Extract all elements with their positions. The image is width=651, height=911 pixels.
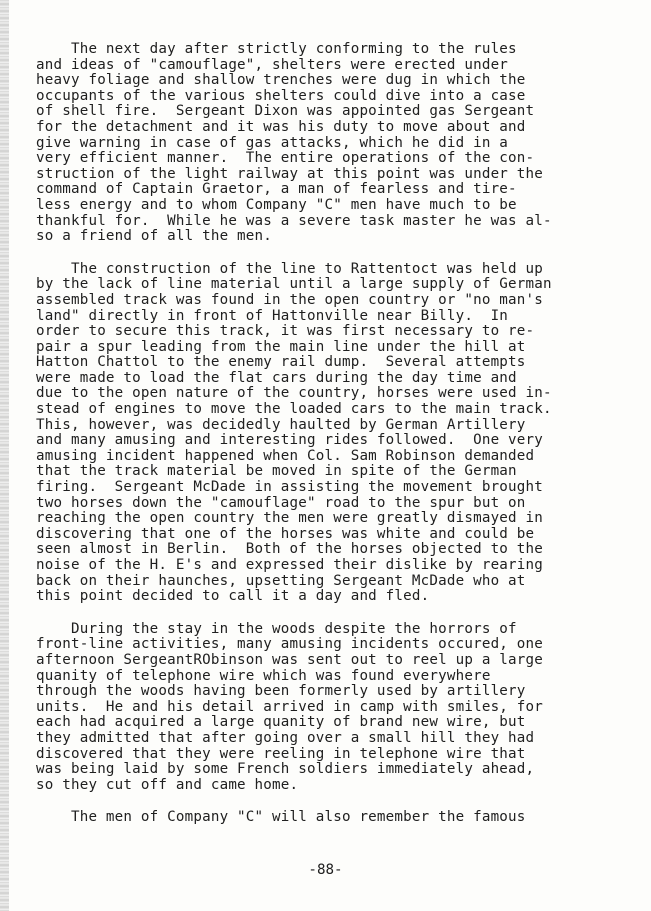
text-line: noise of the H. E's and expressed their dislike by rearing bbox=[36, 557, 544, 573]
text-line: command of Captain Graetor, a man of fearless and tire- bbox=[36, 181, 517, 198]
text-line: discovering that one of the horses was white and could be bbox=[36, 525, 535, 542]
text-line: were made to load the flat cars during the day time and bbox=[36, 369, 517, 386]
text-line: Hatton Chattol to the enemy rail dump. Several attempts bbox=[36, 354, 526, 371]
text-line: two horses down the "camouflage" road to the spur but on bbox=[36, 494, 526, 511]
text-line: so a friend of all the men. bbox=[36, 228, 273, 245]
text-line: quanity of telephone wire which was found everywhere bbox=[36, 667, 491, 684]
text-line: less energy and to whom Company "C" men have much to be bbox=[36, 196, 517, 213]
text-line: that the track material be moved in spite of the German bbox=[36, 463, 517, 480]
paragraph-2 bbox=[36, 262, 620, 605]
text-line: During the stay in the woods despite the horrors of bbox=[36, 620, 517, 637]
text-line: and many amusing and interesting rides followed. One very bbox=[36, 432, 544, 449]
paragraph-3 bbox=[36, 622, 620, 794]
text-line: land" directly in front of Hattonville near Billy. In bbox=[36, 307, 509, 324]
text-line: assembled track was found in the open country or "no man's bbox=[36, 291, 544, 308]
text-line: heavy foliage and shallow trenches were dug in which the bbox=[36, 72, 526, 89]
paragraph-1 bbox=[36, 42, 620, 245]
text-line: through the woods having been formerly used by artillery bbox=[36, 683, 526, 700]
text-line: This, however, was decidedly haulted by German Artillery bbox=[36, 416, 526, 433]
text-line: back on their haunches, upsetting Sergeant McDade who at bbox=[36, 572, 526, 589]
typed-text-body bbox=[36, 42, 620, 843]
text-line: firing. Sergeant McDade in assisting the movement brought bbox=[36, 479, 544, 496]
text-line: struction of the light railway at this point was under the bbox=[36, 165, 544, 182]
text-line: they admitted that after going over a small hill they had bbox=[36, 729, 535, 746]
text-line: thankful for. While he was a severe task master he was al- bbox=[36, 212, 552, 229]
text-line: afternoon SergeantRObinson was sent out to reel up a large bbox=[36, 651, 544, 668]
text-line: occupants of the various shelters could dive into a case bbox=[36, 87, 526, 104]
page-binding-edge bbox=[0, 0, 9, 911]
text-line: so they cut off and came home. bbox=[36, 776, 299, 793]
text-line: for the detachment and it was his duty to move about and bbox=[36, 118, 526, 135]
text-line: very efficient manner. The entire operations of the con- bbox=[36, 150, 535, 167]
page-number: -88- bbox=[308, 862, 343, 878]
text-line: seen almost in Berlin. Both of the horses objected to the bbox=[36, 541, 544, 558]
text-line: amusing incident happened when Col. Sam Robinson demanded bbox=[36, 447, 535, 464]
text-line: The next day after strictly conforming to the rules bbox=[36, 41, 517, 57]
paragraph-4 bbox=[36, 810, 620, 826]
text-line: pair a spur leading from the main line under the hill at bbox=[36, 338, 526, 355]
text-line: stead of engines to move the loaded cars to the main track. bbox=[36, 401, 552, 418]
text-line: and ideas of "camouflage", shelters were erected under bbox=[36, 56, 509, 73]
text-line: The construction of the line to Rattentoct was held up bbox=[36, 260, 544, 277]
text-line: due to the open nature of the country, horses were used in- bbox=[36, 385, 552, 402]
text-line: front-line activities, many amusing incidents occured, one bbox=[36, 636, 544, 653]
text-line: was being laid by some French soldiers immediately ahead, bbox=[36, 761, 535, 778]
text-line: order to secure this track, it was first necessary to re- bbox=[36, 323, 535, 340]
text-line: each had acquired a large quanity of brand new wire, but bbox=[36, 714, 526, 731]
text-line: by the lack of line material until a large supply of German bbox=[36, 276, 552, 293]
text-line: reaching the open country the men were greatly dismayed in bbox=[36, 510, 544, 527]
text-line: of shell fire. Sergeant Dixon was appointed gas Sergeant bbox=[36, 103, 535, 120]
text-line: discovered that they were reeling in telephone wire that bbox=[36, 745, 526, 762]
text-line: this point decided to call it a day and fled. bbox=[36, 588, 430, 605]
text-line: give warning in case of gas attacks, which he did in a bbox=[36, 134, 509, 151]
text-line: The men of Company "C" will also remember the famous bbox=[36, 809, 526, 826]
text-line: units. He and his detail arrived in camp with smiles, for bbox=[36, 698, 544, 715]
